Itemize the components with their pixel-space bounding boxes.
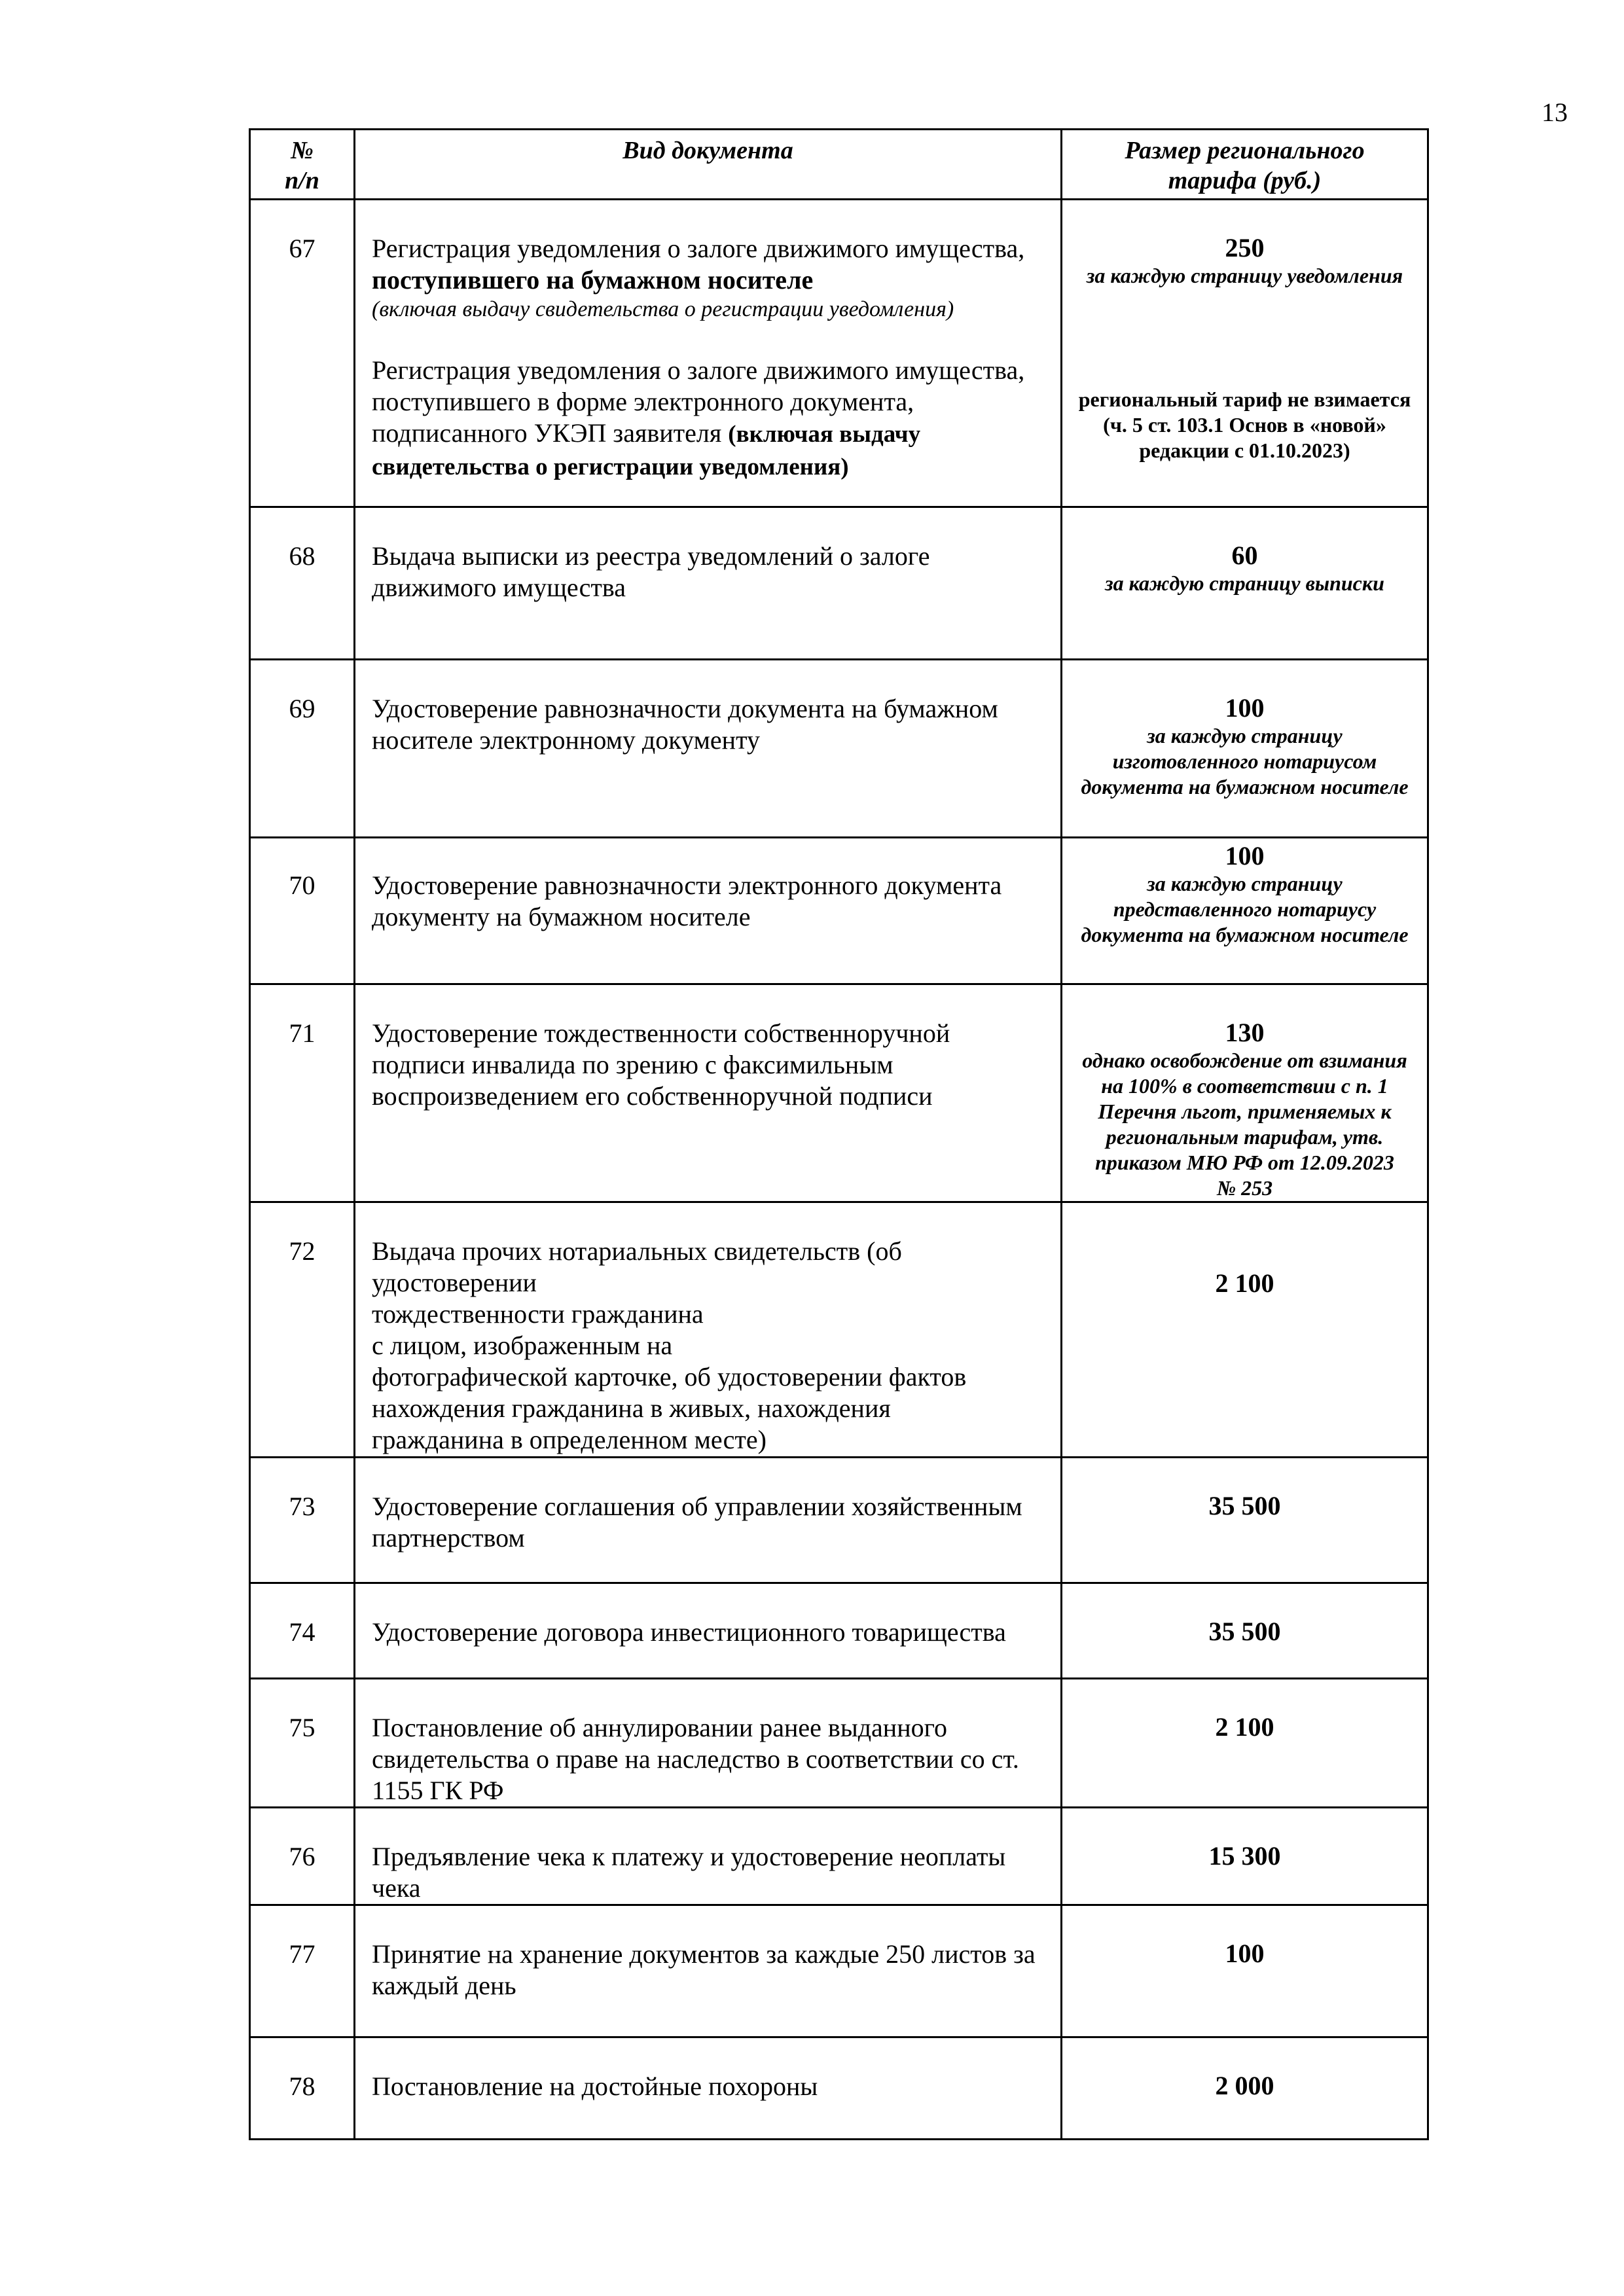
- row-description: Удостоверение тождественности собственноручной подписи инвалида по зрению с факсимильным воспроизведением его собственноручной подписи: [372, 1018, 950, 1111]
- table-row: [250, 660, 1428, 838]
- row-tariff: [1062, 838, 1427, 948]
- row-description: Удостоверение равнозначности документа на бумажном носителе электронному документу: [372, 694, 998, 755]
- row-tariff: [1062, 508, 1427, 596]
- row-description: Удостоверение договора инвестиционного товарищества: [372, 1617, 1006, 1647]
- tariff-note: за каждую страницу: [1147, 872, 1343, 895]
- tariff-value: 2 100: [1215, 1268, 1274, 1298]
- tariff-note: за каждую страницу уведомления: [1086, 264, 1403, 287]
- desc-paper-bold: поступившего на бумажном носителе: [372, 265, 814, 295]
- tariff-value: 35 500: [1208, 1617, 1281, 1646]
- tariff-value: 35 500: [1208, 1491, 1281, 1520]
- tariff-value: 2 000: [1215, 2071, 1274, 2100]
- desc-paper: Регистрация уведомления о залоге движимого имущества,: [372, 234, 1025, 263]
- row-number: 71: [289, 1018, 316, 1048]
- row-description: Постановление об аннулировании ранее выданного свидетельства о праве на наследство в соответствии со ст. 1155 ГК РФ: [372, 1713, 1019, 1805]
- table-row: [250, 1808, 1428, 1905]
- row-tariff: [1062, 1203, 1427, 1299]
- row-tariff: [1062, 660, 1427, 800]
- tariff-value: 60: [1231, 541, 1258, 570]
- row-number: 68: [289, 541, 316, 571]
- row-number: 67: [289, 234, 316, 263]
- tariff-note: за каждую страницу: [1147, 724, 1343, 747]
- row-tariff: [1062, 1906, 1427, 1969]
- row-tariff: [1062, 1584, 1427, 1647]
- table-row: [250, 2037, 1428, 2140]
- tariff-nofee: редакции с 01.10.2023): [1139, 439, 1350, 462]
- tariff-note: на 100% в соответствии с п. 1: [1101, 1074, 1388, 1098]
- header-tariff: Размер регионального тарифа (руб.): [1062, 130, 1428, 200]
- header-num: № п/п: [250, 130, 355, 200]
- tariff-value: 100: [1225, 1939, 1265, 1968]
- tariff-note: документа на бумажном носителе: [1081, 775, 1409, 798]
- tariff-value: 2 100: [1215, 1712, 1274, 1742]
- row-tariff: [1062, 1679, 1427, 1742]
- row-number: 78: [289, 2072, 316, 2101]
- row-description: Постановление на достойные похороны: [372, 2072, 818, 2101]
- row-number: 77: [289, 1939, 316, 1969]
- tariff-value: 250: [1225, 233, 1265, 262]
- desc-paper-italic: (включая выдачу свидетельства о регистрации уведомления): [372, 297, 954, 321]
- tariff-note: № 253: [1216, 1176, 1273, 1200]
- row-tariff: [1062, 985, 1427, 1201]
- tariff-note: однако освобождение от взимания: [1082, 1049, 1407, 1072]
- desc-electronic-bold: (включая выдачу свидетельства о регистрации уведомления): [372, 421, 921, 480]
- row-description: [355, 200, 1060, 483]
- row-description: Удостоверение соглашения об управлении хозяйственным партнерством: [372, 1492, 1022, 1552]
- header-doc-type: Вид документа: [355, 130, 1062, 200]
- table-header-row: [250, 130, 1428, 200]
- row-number: 75: [289, 1713, 316, 1742]
- tariff-value: 130: [1225, 1018, 1265, 1047]
- tariff-note: за каждую страницу выписки: [1105, 571, 1384, 595]
- row-number: 74: [289, 1617, 316, 1647]
- row-number: 69: [289, 694, 316, 723]
- table-row: [250, 200, 1428, 507]
- row-tariff: [1062, 1458, 1427, 1521]
- table-row: [250, 1202, 1428, 1458]
- table-row: [250, 984, 1428, 1202]
- row-tariff: [1062, 2038, 1427, 2101]
- tariff-note: изготовленного нотариусом: [1112, 749, 1377, 773]
- row-description: Предъявление чека к платежу и удостоверение неоплаты чека: [372, 1842, 1006, 1903]
- table-row: [250, 507, 1428, 660]
- row-tariff: [1062, 1808, 1427, 1871]
- tariff-note: Перечня льгот, применяемых к: [1098, 1100, 1392, 1123]
- table-row: [250, 1905, 1428, 2037]
- desc-electronic: Регистрация уведомления о залоге движимого имущества, поступившего в форме электронного документа, подписанного УКЭП заявителя: [372, 355, 1025, 448]
- row-description: Принятие на хранение документов за каждые 250 листов за каждый день: [372, 1939, 1036, 2000]
- row-description: Выдача прочих нотариальных свидетельств (об удостоверении тождественности гражданина с лицом, изображенным на фотографической карточке, об удостоверении фактов нахождения гражданина в живых, нахождения гражданина в определенном месте): [372, 1236, 967, 1454]
- row-description: Выдача выписки из реестра уведомлений о залоге движимого имущества: [372, 541, 930, 602]
- tariff-note: представленного нотариусу: [1113, 897, 1377, 921]
- tariff-value: 100: [1225, 841, 1265, 870]
- table-row: [250, 838, 1428, 984]
- row-number: 76: [289, 1842, 316, 1871]
- row-number: 70: [289, 870, 316, 900]
- tariff-value: 100: [1225, 693, 1265, 723]
- tariff-note: региональным тарифам, утв.: [1106, 1125, 1384, 1149]
- tariff-value: 15 300: [1208, 1841, 1281, 1871]
- row-description: Удостоверение равнозначности электронного документа документу на бумажном носителе: [372, 870, 1002, 931]
- tariff-note: приказом МЮ РФ от 12.09.2023: [1095, 1151, 1394, 1174]
- table-row: [250, 1458, 1428, 1583]
- row-number: 73: [289, 1492, 316, 1521]
- tariff-table: [249, 128, 1429, 2140]
- row-number: 72: [289, 1236, 316, 1266]
- row-tariff: [1062, 200, 1427, 463]
- table-row: [250, 1583, 1428, 1679]
- page-number: 13: [1542, 98, 1568, 127]
- tariff-note: документа на бумажном носителе: [1081, 923, 1409, 946]
- tariff-nofee: (ч. 5 ст. 103.1 Основ в «новой»: [1103, 413, 1386, 437]
- tariff-nofee: региональный тариф не взимается: [1078, 387, 1411, 411]
- table-row: [250, 1679, 1428, 1808]
